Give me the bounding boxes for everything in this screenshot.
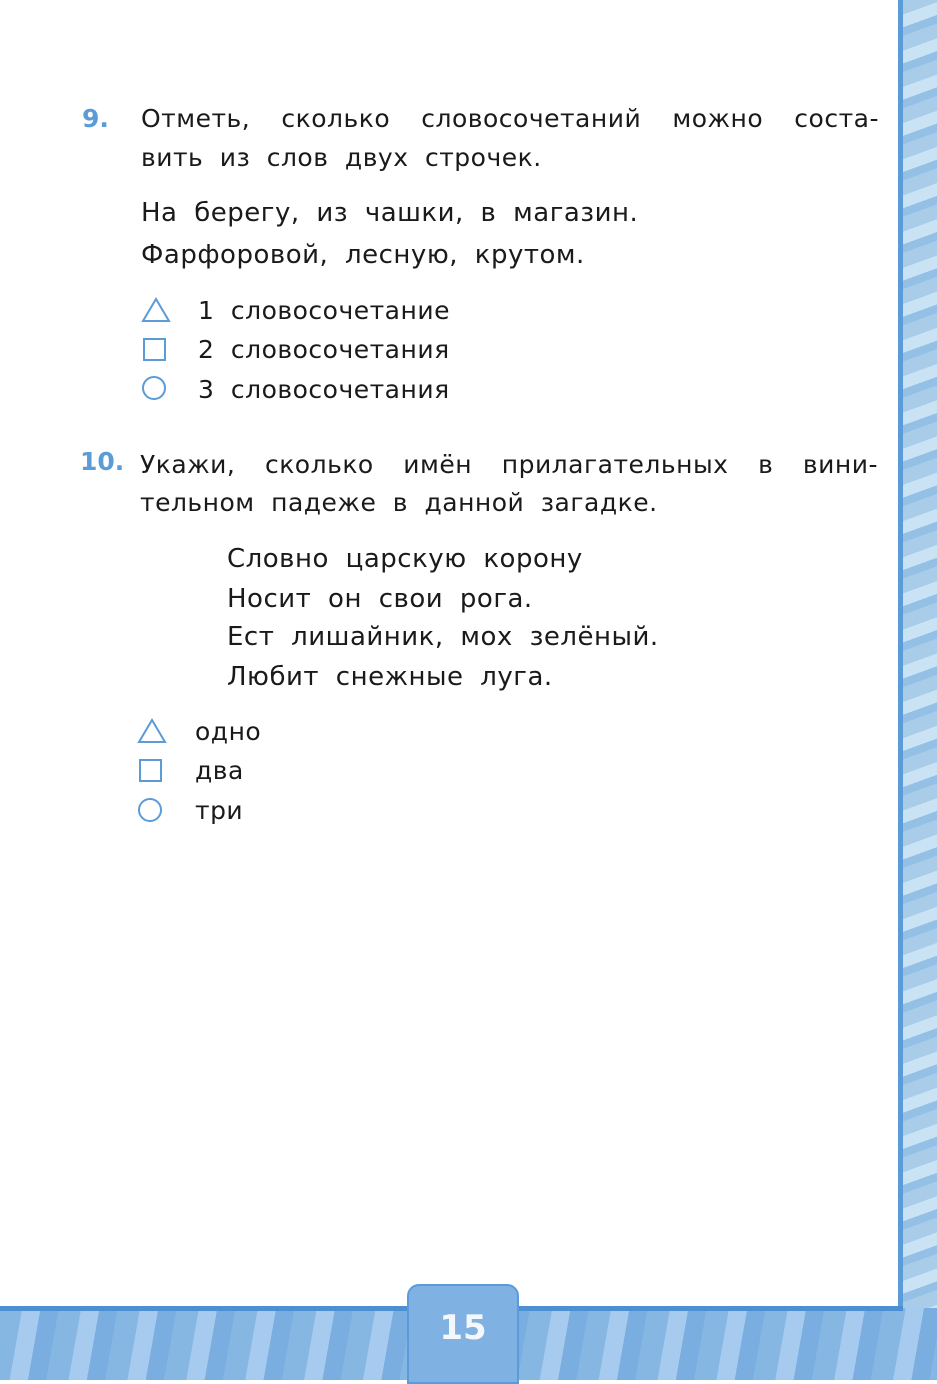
question-text: вить из слов двух строчек. <box>141 143 542 172</box>
answer-option[interactable]: одно <box>195 717 262 746</box>
passage-line: Словно царскую корону <box>227 544 583 574</box>
question-number: 10. <box>80 447 125 476</box>
answer-option[interactable]: 1 словосочетание <box>198 296 450 325</box>
circle-icon[interactable] <box>137 797 163 823</box>
passage-line: Любит снежные луга. <box>227 662 553 692</box>
passage-line: Фарфоровой, лесную, крутом. <box>141 240 585 270</box>
answer-option[interactable]: 2 словосочетания <box>198 335 450 364</box>
question-text: Отметь, сколько словосочетаний можно соста- <box>141 104 879 133</box>
triangle-icon[interactable] <box>137 718 167 744</box>
passage-line: Ест лишайник, мох зелёный. <box>227 622 659 652</box>
question-text: Укажи, сколько имён прилагательных в вини- <box>140 450 878 479</box>
page-number: 15 <box>439 1308 487 1348</box>
page-number-tab <box>407 1284 519 1384</box>
circle-icon[interactable] <box>141 375 167 401</box>
square-icon[interactable] <box>138 758 164 784</box>
square-icon[interactable] <box>142 337 168 363</box>
answer-option[interactable]: три <box>195 796 244 825</box>
question-number: 9. <box>82 104 109 133</box>
triangle-icon[interactable] <box>141 297 171 323</box>
page-border-right <box>898 0 903 1312</box>
answer-option[interactable]: два <box>195 756 244 785</box>
question-text: тельном падеже в данной загадке. <box>140 488 658 517</box>
passage-line: Носит он свои рога. <box>227 584 533 614</box>
answer-option[interactable]: 3 словосочетания <box>198 375 450 404</box>
decorative-side-strip <box>902 0 937 1380</box>
passage-line: На берегу, из чашки, в магазин. <box>141 198 639 228</box>
